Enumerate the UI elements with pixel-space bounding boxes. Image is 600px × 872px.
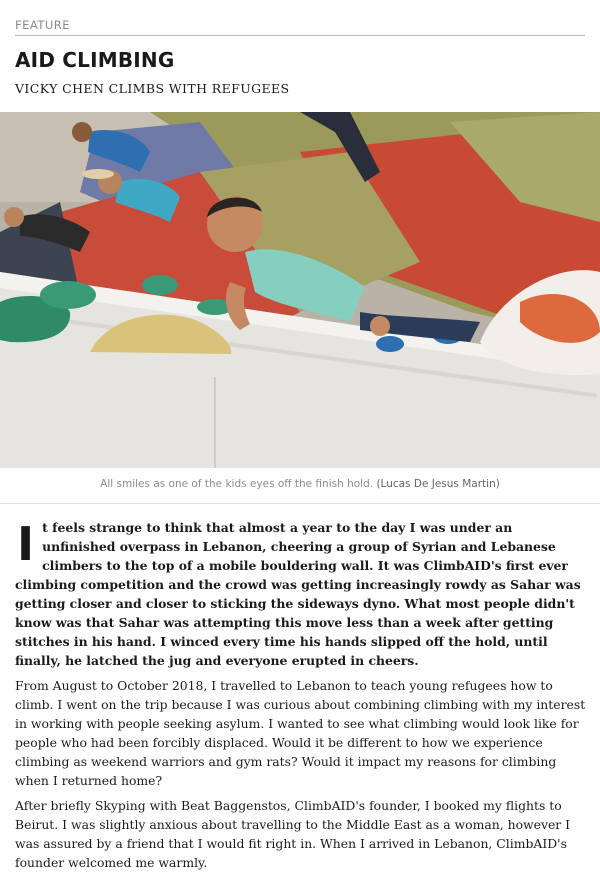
article-subtitle: VICKY CHEN CLIMBS WITH REFUGEES <box>15 81 290 96</box>
section-kicker: FEATURE <box>15 0 585 36</box>
lede-text: t feels strange to think that almost a year to the day I was under an unfinished overpass in Lebanon, cheering a group of Syrian and Lebanese climbers to the top of a mobile bouldering wall. It was ClimbAID's first ever climbing competition and the crowd was getting increasingly rowdy as Sahar was getting closer and closer to sticking the sideways dyno. What most people didn't know was that Sahar was attempting this move less than a week after getting stitches in his hand. I winced every time his hands slipped off the hold, until finally, he latched the jug and everyone erupted in cheers. <box>15 520 581 668</box>
photo-caption <box>0 478 600 490</box>
article-header <box>0 0 600 96</box>
article-title: AID CLIMBING <box>15 48 175 72</box>
caption-text: All smiles as one of the kids eyes off the finish hold. <box>100 478 374 490</box>
photo-credit: (Lucas De Jesus Martin) <box>376 478 500 490</box>
feature-photo <box>0 112 600 468</box>
drop-cap: I <box>17 517 35 571</box>
body-paragraph: From August to October 2018, I travelled to Lebanon to teach young refugees how to climb. I went on the trip because I was curious about combining climbing with my interest in working with people seeking asylum. I wanted to see what climbing would look like for people who had been forcibly displaced. Would it be different to how we experience climbing as weekend warriors and gym rats? Would it impact my reasons for climbing when I returned home? <box>15 678 586 788</box>
climbing-wall-illustration <box>0 112 600 468</box>
caption-divider <box>0 503 600 504</box>
lede-paragraph <box>15 518 587 670</box>
article-body <box>15 518 587 872</box>
body-paragraph: After briefly Skyping with Beat Baggenstos, ClimbAID's founder, I booked my flights to Beirut. I was slightly anxious about travelling to the Middle East as a woman, however I was assured by a friend that I would fit right in. When I arrived in Lebanon, ClimbAID's founder welcomed me warmly. <box>15 798 571 870</box>
